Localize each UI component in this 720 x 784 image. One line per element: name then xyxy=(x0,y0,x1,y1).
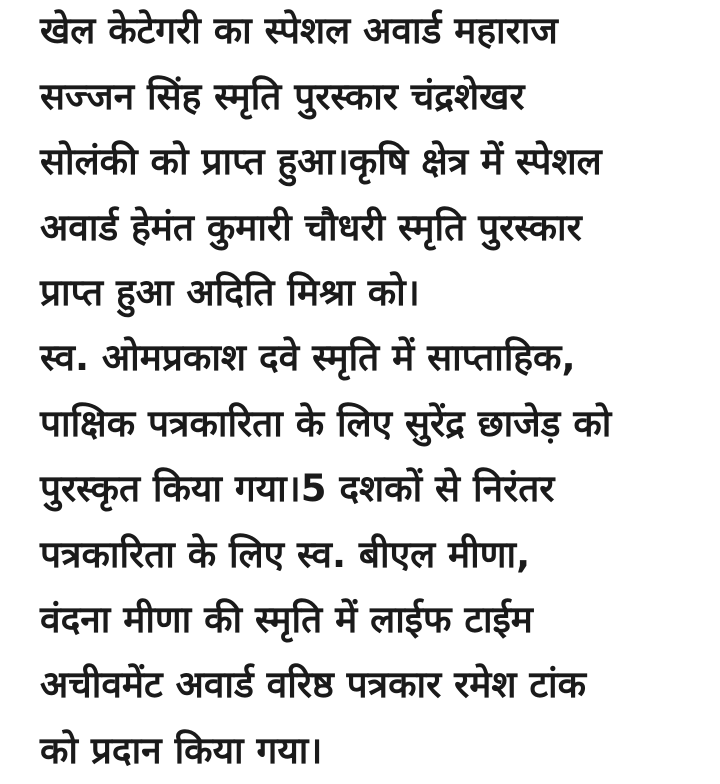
article-line: सोलंकी को प्राप्त हुआ।कृषि क्षेत्र में स्पेशल xyxy=(40,140,602,183)
article-line: अवार्ड हेमंत कुमारी चौधरी स्मृति पुरस्कार xyxy=(40,206,582,249)
article-line: खेल केटेगरी का स्पेशल अवार्ड महाराज xyxy=(40,9,558,52)
article-line: स्व. ओमप्रकाश दवे स्मृति में साप्ताहिक, xyxy=(40,336,576,379)
article-line: को प्रदान किया गया। xyxy=(40,729,323,772)
article-line: अचीवमेंट अवार्ड वरिष्ठ पत्रकार रमेश टांक xyxy=(40,663,587,706)
article-line: पत्रकारिता के लिए स्व. बीएल मीणा, xyxy=(40,533,531,576)
article-line: पाक्षिक पत्रकारिता के लिए सुरेंद्र छाजेड़ को xyxy=(40,402,612,445)
article-line: प्राप्त हुआ अदिति मिश्रा को। xyxy=(40,271,420,314)
article-text-block xyxy=(40,0,712,784)
article-line: सज्जन सिंह स्मृति पुरस्कार चंद्रशेखर xyxy=(40,75,525,118)
article-line: पुरस्कृत किया गया।5 दशकों से निरंतर xyxy=(40,467,555,510)
article-line: वंदना मीणा की स्मृति में लाईफ टाईम xyxy=(40,598,533,641)
